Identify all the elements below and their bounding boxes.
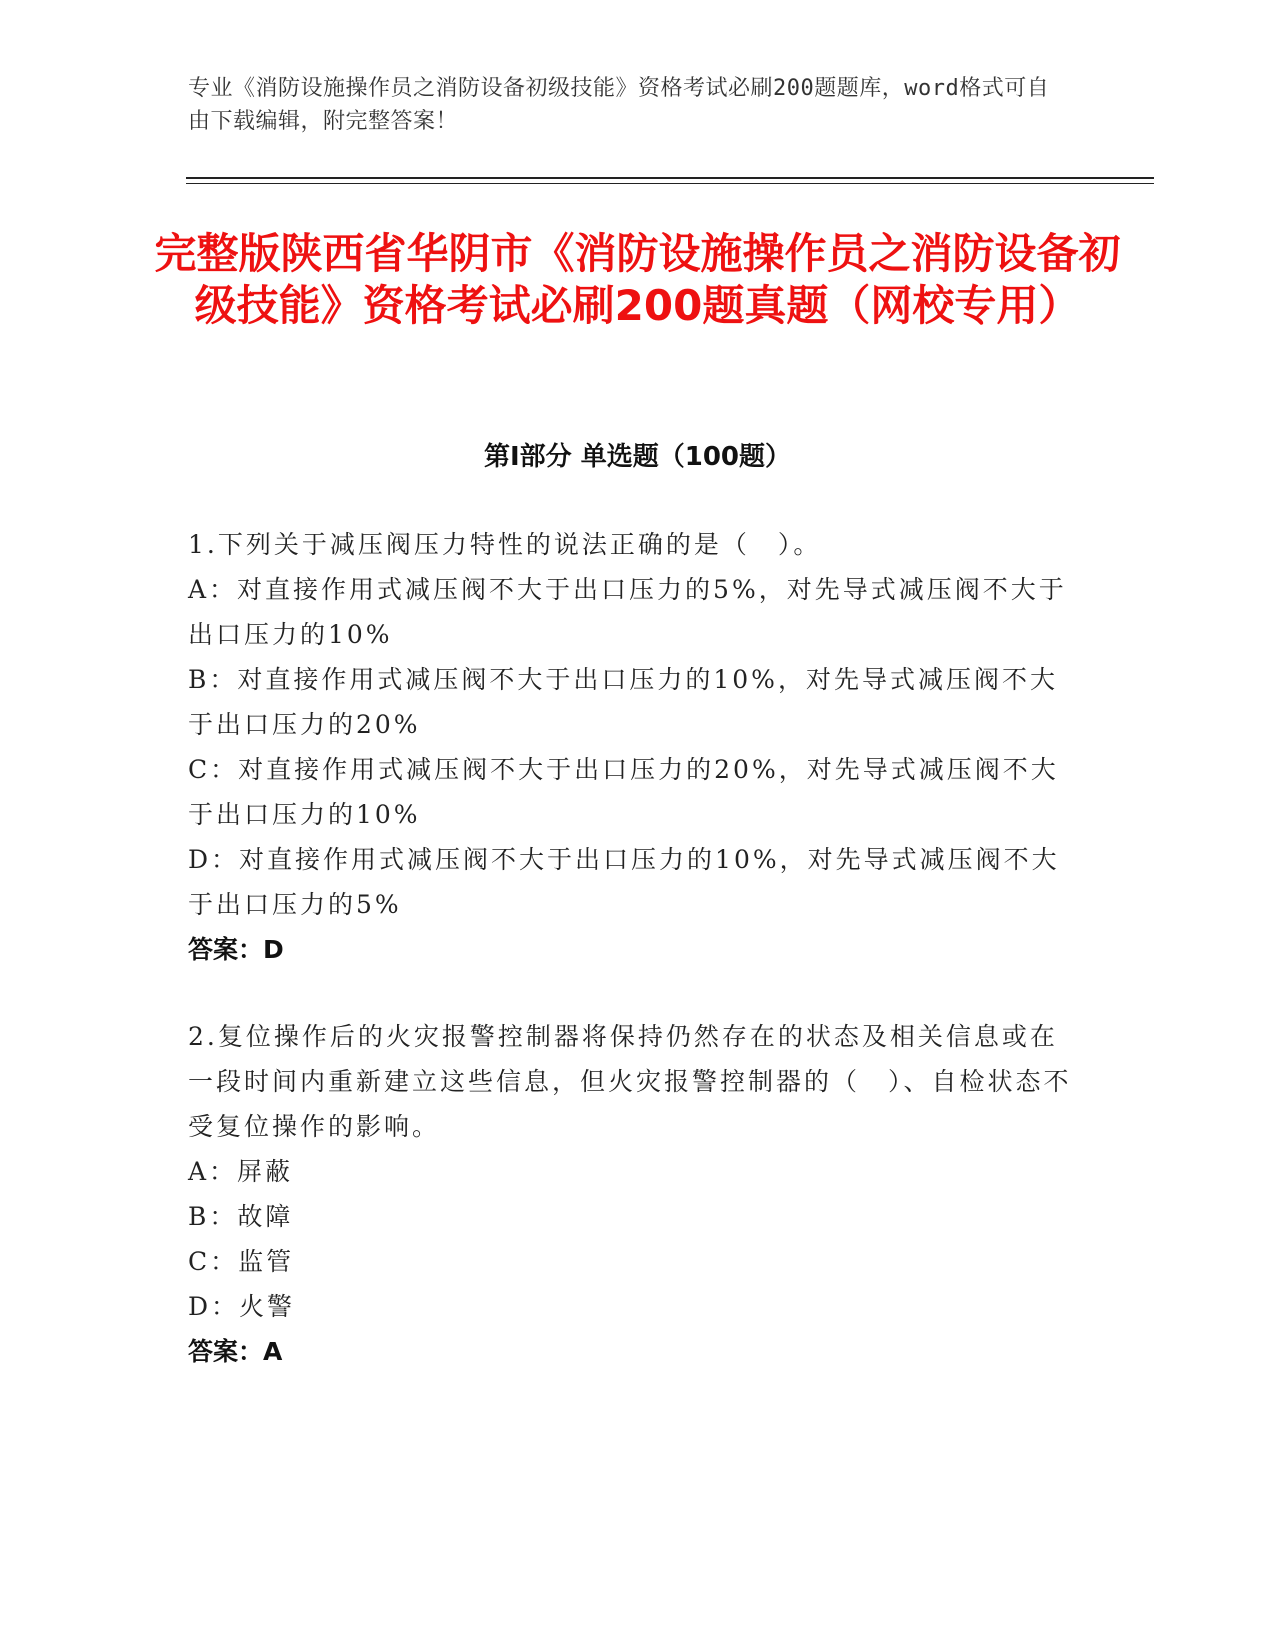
question-text: 1.下列关于减压阀压力特性的说法正确的是（ ）。	[188, 530, 822, 559]
option-c: C：监管	[188, 1247, 295, 1276]
option-c: C：对直接作用式减压阀不大于出口压力的20%，对先导式减压阀不大于出口压力的10%	[188, 755, 1059, 829]
option-d: D：火警	[188, 1292, 296, 1321]
answer: 答案：D	[188, 935, 284, 964]
option-a: A：屏蔽	[188, 1157, 294, 1186]
option-b: B：对直接作用式减压阀不大于出口压力的10%，对先导式减压阀不大于出口压力的20%	[188, 665, 1058, 739]
document-title: 完整版陕西省华阴市《消防设施操作员之消防设备初级技能》资格考试必刷200题真题（网校专用）	[154, 229, 1121, 330]
question-2	[188, 1014, 1078, 1374]
header-note: 专业《消防设施操作员之消防设备初级技能》资格考试必刷200题题库，word格式可自由下载编辑，附完整答案！	[188, 76, 1050, 134]
question-text: 2.复位操作后的火灾报警控制器将保持仍然存在的状态及相关信息或在一段时间内重新建立这些信息，但火灾报警控制器的（ ）、自检状态不受复位操作的影响。	[188, 1022, 1072, 1141]
option-d: D：对直接作用式减压阀不大于出口压力的10%，对先导式减压阀不大于出口压力的5%	[188, 845, 1060, 919]
option-b: B：故障	[188, 1202, 294, 1231]
section-title: 第I部分 单选题（100题）	[484, 442, 791, 472]
answer: 答案：A	[188, 1337, 283, 1366]
header-divider-thin	[186, 183, 1154, 184]
question-list	[188, 522, 1078, 1416]
header-divider-thick	[186, 177, 1154, 179]
option-a: A：对直接作用式减压阀不大于出口压力的5%，对先导式减压阀不大于出口压力的10%	[188, 575, 1067, 649]
question-1	[188, 522, 1078, 972]
